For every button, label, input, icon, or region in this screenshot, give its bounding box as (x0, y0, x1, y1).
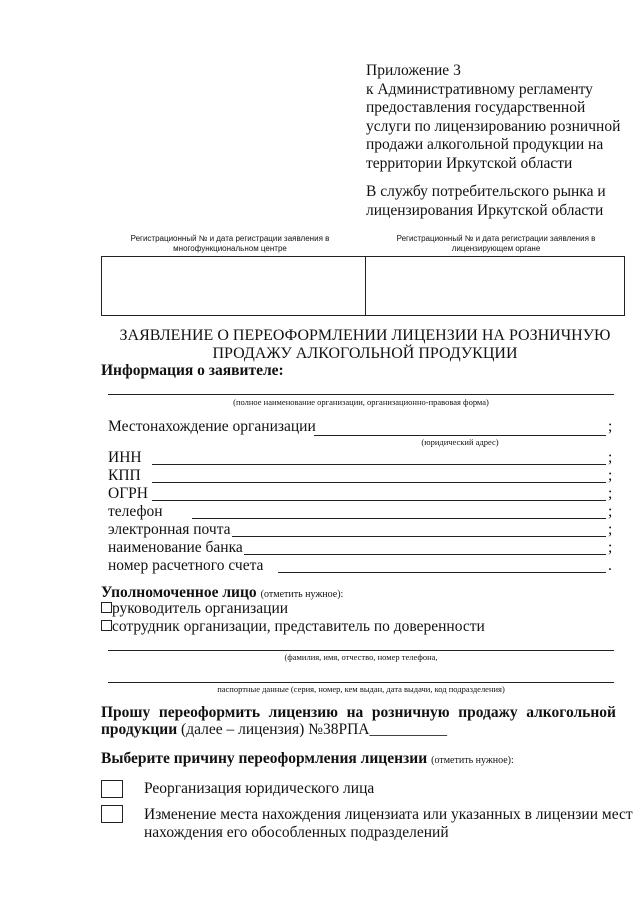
field-end: ; (608, 521, 613, 538)
location-caption: (юридический адрес) (421, 437, 499, 447)
kpp-field[interactable] (152, 482, 606, 483)
bank-name-field[interactable] (244, 554, 606, 555)
org-name-caption: (полное наименование организации, организационно-правовая форма) (233, 397, 489, 407)
field-end: ; (608, 449, 613, 466)
field-end: ; (608, 503, 613, 520)
bank-name-label: наименование банка (108, 539, 243, 556)
inn-field[interactable] (152, 464, 606, 465)
checkbox[interactable] (101, 602, 112, 613)
request-license-text: (далее – лицензия) №38РПА (177, 721, 370, 738)
addressee-line: лицензирования Иркутской области (366, 201, 604, 219)
registration-table (101, 256, 625, 316)
applicant-heading: Информация о заявителе: (101, 362, 284, 379)
authorized-heading: Уполномоченное лицо (101, 584, 257, 601)
field-end: . (608, 557, 612, 574)
registration-agency-cell[interactable] (366, 257, 624, 315)
account-number-label: номер расчетного счета (108, 557, 264, 574)
request-line-2 (101, 721, 447, 739)
authorized-caption-1: (фамилия, имя, отчество, номер телефона, (284, 652, 438, 662)
appendix-line: предоставления государственной (366, 99, 586, 116)
email-field[interactable] (232, 536, 606, 537)
registration-mfc-cell[interactable] (102, 257, 365, 315)
field-end: ; (608, 539, 613, 556)
appendix-line: к Административному регламенту (366, 80, 593, 98)
reason-note: (отметить нужное): (431, 755, 514, 766)
ogrn-field[interactable] (152, 500, 606, 501)
reason-location-change-label-2: нахождения его обособленных подразделений (144, 824, 449, 841)
authorized-option-head[interactable] (101, 600, 288, 618)
addressee-line: В службу потребительского рынка и (366, 183, 606, 200)
passport-field[interactable] (108, 682, 614, 683)
request-line-1: Прошу переоформить лицензию на розничную продажу алкогольной (101, 704, 616, 721)
request-product-word: продукции (101, 721, 178, 738)
addressee (366, 183, 626, 220)
ogrn-label: ОГРН (108, 485, 148, 502)
option-label: руководитель организации (112, 600, 289, 617)
title-line-2: ПРОДАЖУ АЛКОГОЛЬНОЙ ПРОДУКЦИИ (212, 345, 518, 362)
option-label: сотрудник организации, представитель по доверенности (112, 618, 485, 635)
reason-heading-row (101, 750, 514, 768)
org-name-field[interactable] (108, 394, 614, 395)
phone-field[interactable] (192, 518, 606, 519)
checkbox[interactable] (101, 620, 112, 631)
appendix-line: территории Иркутской области (366, 154, 573, 172)
appendix-line: Приложение 3 (366, 62, 461, 79)
registration-mfc-header: Регистрационный № и дата регистрации заявления в многофункциональном центре (130, 234, 330, 253)
phone-label: телефон (108, 503, 163, 520)
title-line-1: ЗАЯВЛЕНИЕ О ПЕРЕОФОРМЛЕНИИ ЛИЦЕНЗИИ НА РОЗНИЧНУЮ (119, 327, 611, 344)
location-label: Местонахождение организации (108, 418, 316, 435)
field-end: ; (608, 467, 613, 484)
appendix-line: продажи алкогольной продукции на (366, 136, 604, 153)
inn-label: ИНН (108, 449, 142, 466)
registration-agency-header: Регистрационный № и дата регистрации заявления в лицензирующем органе (396, 234, 596, 253)
reason-location-change-checkbox[interactable] (101, 805, 123, 823)
authorized-caption-2: паспортные данные (серия, номер, кем выдан, дата выдачи, код подразделения) (217, 684, 505, 694)
license-number-field[interactable]: __________ (369, 721, 447, 738)
authorized-option-employee[interactable] (101, 618, 485, 636)
authorized-note: (отметить нужное): (260, 589, 344, 600)
appendix-line: услуги по лицензированию розничной (366, 117, 621, 135)
location-field[interactable] (314, 435, 606, 436)
reason-location-change-label-1: Изменение места нахождения лицензиата или указанных в лицензии мест (144, 806, 633, 823)
reason-reorganization-checkbox[interactable] (101, 780, 123, 798)
document-title (100, 327, 630, 363)
reason-heading: Выберите причину переоформления лицензии (101, 750, 428, 767)
kpp-label: КПП (108, 467, 141, 484)
location-semicolon: ; (608, 418, 613, 435)
reason-reorganization-label: Реорганизация юридического лица (144, 780, 375, 797)
account-number-field[interactable] (278, 572, 606, 573)
appendix-header (366, 62, 626, 173)
field-end: ; (608, 485, 613, 502)
authorized-details-field[interactable] (108, 650, 614, 651)
email-label: электронная почта (108, 521, 231, 538)
